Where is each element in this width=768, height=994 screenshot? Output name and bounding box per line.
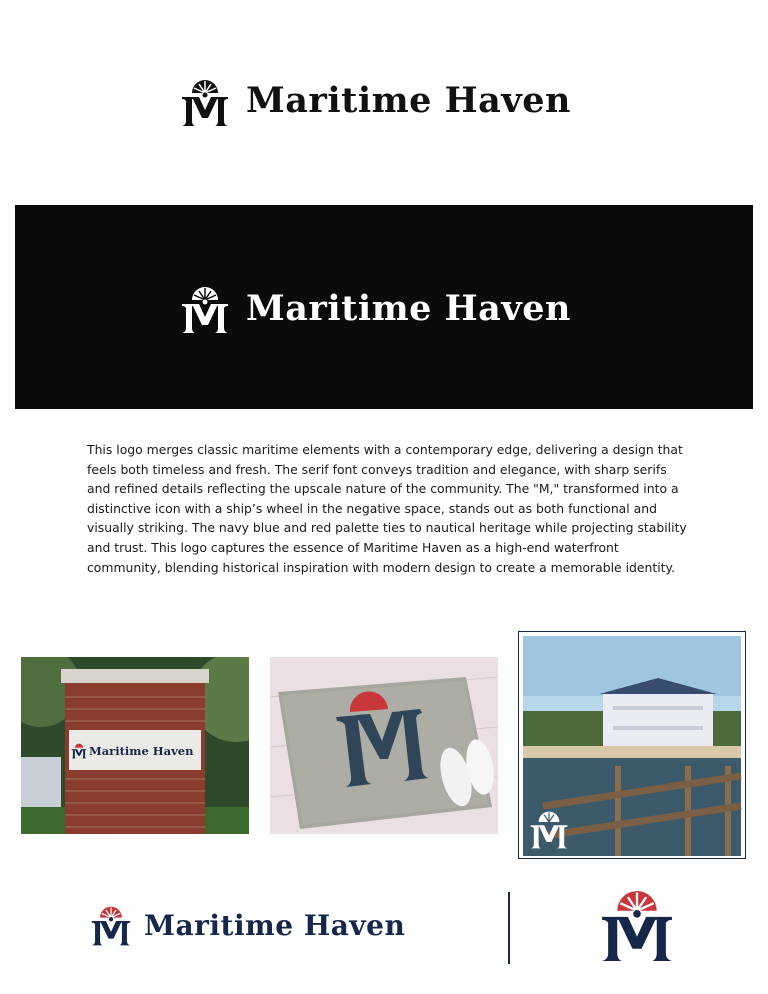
monogram-icon [529,810,569,850]
brand-wordmark-color: Maritime Haven [144,909,406,942]
logo-top [180,78,600,128]
mockup-brick-sign [21,657,249,834]
brand-wordmark: Maritime Haven [246,80,571,121]
monogram-icon [180,78,230,128]
doormat-scene [270,657,498,834]
mockup-doormat [270,657,498,834]
brand-wordmark-reversed: Maritime Haven [246,288,571,329]
monogram-icon [90,905,132,947]
monogram-icon-large [597,888,677,964]
logo-color-horizontal [90,905,430,947]
mockup-waterfront [518,631,746,859]
logo-description: This logo merges classic maritime elements with a contemporary edge, delivering a design that feels both timeless and fresh. The serif font conveys tradition and elegance, with sharp serifs and refined details reflecting the upscale nature of the community. The "M," transformed into a distinctive icon with a ship’s wheel in the negative space, stands out as both functional and visually striking. The navy blue and red palette ties to nautical heritage while projecting stability and trust. This logo captures the essence of Maritime Haven as a high-end waterfront community, blending historical inspiration with modern design to create a memorable identity. [87,442,687,575]
divider [508,892,510,964]
sign-text: Maritime Haven [89,744,194,758]
dark-logo-panel [15,205,753,409]
monogram-icon [71,743,87,759]
monogram-icon [180,285,230,335]
